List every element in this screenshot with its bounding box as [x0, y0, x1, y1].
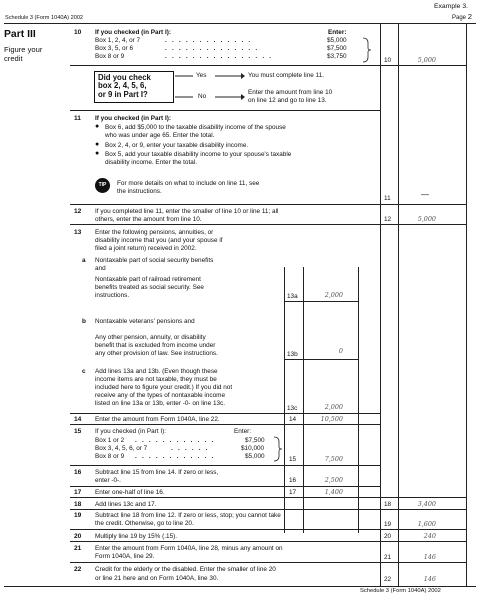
- line-15-enter: Enter:: [234, 428, 252, 435]
- line-11-tip-a: For more details on what to include on line 11, see: [117, 180, 260, 187]
- line-11-bullet-3a: Box 5, add your taxable disability income to your spouse's taxable: [105, 151, 292, 158]
- line-18-box: 18: [384, 501, 392, 508]
- leader-dots: . . . . . .: [171, 445, 210, 452]
- line-15-brace: [274, 437, 282, 461]
- line-13c-text-3: included here to figure your credit.) If you did not: [95, 384, 233, 391]
- line-13b-letter: b: [82, 318, 86, 325]
- amount-column-rule-inner: [398, 23, 399, 586]
- line-15-value[interactable]: 7,500: [324, 455, 343, 463]
- line-21-text-b: Form 1040A, line 29.: [95, 553, 155, 560]
- line-11-tip-b: the instructions.: [117, 188, 162, 195]
- line-15-row-1: [95, 437, 275, 445]
- line-22-value[interactable]: 146: [423, 575, 436, 583]
- decision-no-text-2: on line 12 and go to line 13.: [248, 97, 327, 104]
- rule-line-19: [70, 529, 466, 530]
- line-11-bullet-1b: who was under age 65. Enter the total.: [105, 132, 215, 139]
- line-12-number: 12: [74, 208, 82, 215]
- form-title: Schedule 3 (Form 1040A) 2002: [5, 15, 84, 21]
- line-13c-text-1: Add lines 13a and 13b. (Even though these: [95, 368, 218, 375]
- leader-dots: . . . . . . . . . . . . . . . .: [165, 53, 273, 60]
- line-11-bullet-1a: Box 6, add $5,000 to the taxable disability income of the spouse: [105, 124, 286, 131]
- row-label: Box 1 or 2: [95, 437, 125, 444]
- line-15-row-2: [95, 445, 275, 453]
- yes-arrow: [175, 73, 245, 79]
- line-13a-text-1: Nontaxable part of social security benefits: [95, 257, 214, 264]
- line-13a-value[interactable]: 2,000: [324, 291, 343, 299]
- footer-form-title: Schedule 3 (Form 1040A) 2002: [360, 588, 441, 594]
- rule-line-21: [70, 562, 466, 563]
- row-label: Box 8 or 9: [95, 53, 125, 60]
- line-18-text: Add lines 13c and 17.: [95, 501, 157, 508]
- bullet-icon: ●: [95, 141, 100, 148]
- line-15-row-3: [95, 453, 275, 461]
- line-13c-text-2: income items are not taxable, they must be: [95, 376, 217, 383]
- leader-dots: . . . . . . . . . . . . . .: [165, 45, 259, 52]
- line-15-number: 15: [74, 428, 82, 435]
- row-amount: $7,500: [245, 437, 265, 444]
- rule-line-13b: [284, 359, 358, 360]
- line-12-text-b: others, enter the amount from line 10.: [95, 216, 202, 223]
- line-14-number: 14: [74, 416, 82, 423]
- rule-line-15: [70, 465, 380, 466]
- rule-line-13c: [70, 413, 380, 414]
- line-16-text-b: enter -0-.: [95, 477, 121, 484]
- inner-column-rule: [284, 267, 285, 533]
- decision-no: No: [198, 93, 207, 100]
- line-16-number: 16: [74, 469, 82, 476]
- line-22-text-a: Credit for the elderly or the disabled. Enter the smaller of line 20: [95, 566, 276, 573]
- rule-decision: [70, 110, 380, 111]
- line-13c-text-5: listed on line 13a or 13b, enter -0- on line 13c.: [95, 400, 226, 407]
- row-amount: $5,000: [327, 37, 347, 44]
- line-16-value[interactable]: 2,500: [324, 476, 343, 484]
- row-amount: $5,000: [245, 453, 265, 460]
- line-14-box: 14: [289, 416, 297, 423]
- line-16-text-a: Subtract line 15 from line 14. If zero or less,: [95, 469, 219, 476]
- row-label: Box 1, 2, 4, or 7: [95, 37, 141, 44]
- inner-column-rule-3: [358, 267, 359, 533]
- line-17-value[interactable]: 1,400: [324, 488, 343, 496]
- line-13c-box: 13c: [287, 405, 298, 412]
- decision-yes: Yes: [196, 72, 207, 79]
- line-19-text-b: the credit. Otherwise, go to line 20.: [95, 520, 194, 527]
- line-20-text: Multiply line 19 by 15% (.15).: [95, 533, 178, 540]
- line-20-value[interactable]: 240: [423, 532, 436, 540]
- line-15-box: 15: [289, 456, 297, 463]
- line-10-brace: [363, 38, 371, 62]
- line-13-number: 13: [74, 229, 82, 236]
- rule-line-18: [70, 509, 466, 510]
- line-13a-letter: a: [82, 257, 86, 264]
- line-11-number: 11: [74, 115, 81, 122]
- line-16-box: 16: [289, 477, 297, 484]
- leader-dots: . . . . . . . . . . . .: [135, 437, 215, 444]
- line-19-value[interactable]: 1,600: [417, 520, 436, 528]
- rule-line-17: [70, 497, 466, 498]
- line-10-value[interactable]: 5,000: [417, 56, 436, 64]
- line-12-box-number: 12: [384, 216, 392, 223]
- line-19-text-a: Subtract line 18 from line 12. If zero or less, stop; you cannot take: [95, 512, 281, 519]
- line-12-text-a: If you completed line 11, enter the smaller of line 10 or line 11; all: [95, 208, 279, 215]
- line-13b-box: 13b: [287, 351, 298, 358]
- line-11-label: If you checked (in Part I):: [95, 115, 171, 122]
- header-rule: [4, 23, 476, 24]
- row-label: Box 3, 4, 5, 6, or 7: [95, 445, 148, 452]
- no-arrow: [175, 94, 245, 100]
- line-10-label: If you checked (in Part I):: [95, 29, 171, 36]
- row-amount: $3,750: [327, 53, 347, 60]
- part-title: Part III: [4, 29, 36, 40]
- line-10-enter: Enter:: [328, 29, 347, 36]
- decision-question-box: [94, 71, 174, 103]
- line-11-value[interactable]: —: [421, 190, 429, 199]
- line-18-value[interactable]: 3,400: [417, 500, 436, 508]
- line-18-number: 18: [74, 501, 82, 508]
- decision-question-line-1: Did you check: [98, 73, 151, 82]
- decision-yes-text: You must complete line 11.: [248, 72, 325, 79]
- line-15-label: If you checked (in Part I):: [95, 428, 167, 435]
- line-13a-text-3: Nontaxable part of railroad retirement: [95, 276, 201, 283]
- line-22-number: 22: [74, 566, 82, 573]
- line-13-intro-b: disability income that you (and your spouse if: [95, 237, 223, 244]
- line-13a-box: 13a: [287, 293, 298, 300]
- rule-line-14: [70, 424, 380, 425]
- bullet-icon: ●: [95, 123, 100, 130]
- row-label: Box 3, 5, or 6: [95, 45, 134, 52]
- rule-bottom: [4, 586, 476, 587]
- line-13b-text-2: Any other pension, annuity, or disability: [95, 334, 206, 341]
- line-13a-text-4: benefits treated as social security. See: [95, 284, 204, 291]
- line-11-bullet-2: Box 2, 4, or 9, enter your taxable disability income.: [105, 142, 249, 149]
- inner-column-rule-2: [303, 267, 304, 533]
- line-10-row-1: [95, 37, 360, 45]
- row-amount: $10,000: [241, 445, 265, 452]
- rule-line-12: [70, 224, 466, 225]
- line-13c-value[interactable]: 2,000: [324, 403, 343, 411]
- line-10-row-2: [95, 45, 360, 53]
- line-11-bullet-3b: disability income. Enter the total.: [105, 159, 197, 166]
- line-13a-text-2: and: [95, 265, 106, 272]
- line-20-box: 20: [384, 533, 392, 540]
- rule-line-20: [70, 541, 466, 542]
- line-10-row-3: [95, 53, 360, 61]
- line-22-box: 22: [384, 576, 392, 583]
- line-14-text: Enter the amount from Form 1040A, line 22.: [95, 416, 220, 423]
- decision-no-text-1: Enter the amount from line 10: [248, 89, 333, 96]
- line-13c-text-4: receive any of the types of nontaxable income: [95, 392, 226, 399]
- line-21-box: 21: [384, 554, 392, 561]
- page-number: 2: [467, 12, 472, 21]
- line-21-number: 21: [74, 545, 82, 552]
- line-19-box: 19: [384, 521, 392, 528]
- rule-line-11: [70, 204, 466, 205]
- line-13-intro-a: Enter the following pensions, annuities, or: [95, 229, 214, 236]
- line-13b-text-4: any other provision of law. See instructions.: [95, 350, 218, 357]
- line-13b-text-1: Nontaxable veterans' pensions and: [95, 318, 195, 325]
- decision-question-line-2: box 2, 4, 5, 6,: [98, 81, 147, 91]
- line-22-text-b: or line 21 here and on Form 1040A, line 30.: [95, 575, 219, 582]
- line-21-text-a: Enter the amount from Form 1040A, line 28, minus any amount on: [95, 545, 283, 552]
- row-label: Box 8 or 9: [95, 453, 125, 460]
- rule-line-16: [70, 486, 380, 487]
- line-21-value[interactable]: 146: [423, 553, 436, 561]
- line-14-value[interactable]: 10,500: [320, 415, 343, 423]
- decision-question-line-3: or 9 in Part I?: [98, 89, 148, 99]
- leader-dots: . . . . . . . . . . . .: [135, 453, 215, 460]
- line-17-box: 17: [289, 489, 297, 496]
- right-edge-rule: [466, 23, 467, 586]
- line-13a-text-5: instructions.: [95, 292, 130, 299]
- amount-column-rule: [380, 23, 381, 586]
- bullet-icon: ●: [95, 150, 100, 157]
- line-17-number: 17: [74, 489, 82, 496]
- tip-icon: TIP: [95, 178, 110, 193]
- line-19-number: 19: [74, 512, 82, 519]
- rule-line-10: [70, 65, 466, 66]
- line-10-box-number: 10: [384, 57, 392, 64]
- line-13c-letter: c: [82, 368, 86, 375]
- line-10-number: 10: [74, 29, 82, 36]
- page-label: Page: [452, 15, 467, 21]
- line-17-text: Enter one-half of line 16.: [95, 489, 165, 496]
- line-12-value[interactable]: 5,000: [417, 215, 436, 223]
- example-label: Example 3.: [434, 3, 469, 10]
- page-indicator: [452, 13, 472, 22]
- line-13b-text-3: benefit that is excluded from income under: [95, 342, 216, 349]
- row-amount: $7,500: [327, 45, 347, 52]
- leader-dots: . . . . . . . . . . . . .: [165, 37, 252, 44]
- line-13-intro-c: filed a joint return) received in 2002.: [95, 245, 197, 252]
- part-subtitle: Figure your credit: [4, 45, 43, 63]
- line-20-number: 20: [74, 533, 82, 540]
- line-11-box-number: 11: [384, 195, 391, 202]
- rule-line-13a: [284, 301, 358, 302]
- line-13b-value[interactable]: 0: [338, 347, 343, 355]
